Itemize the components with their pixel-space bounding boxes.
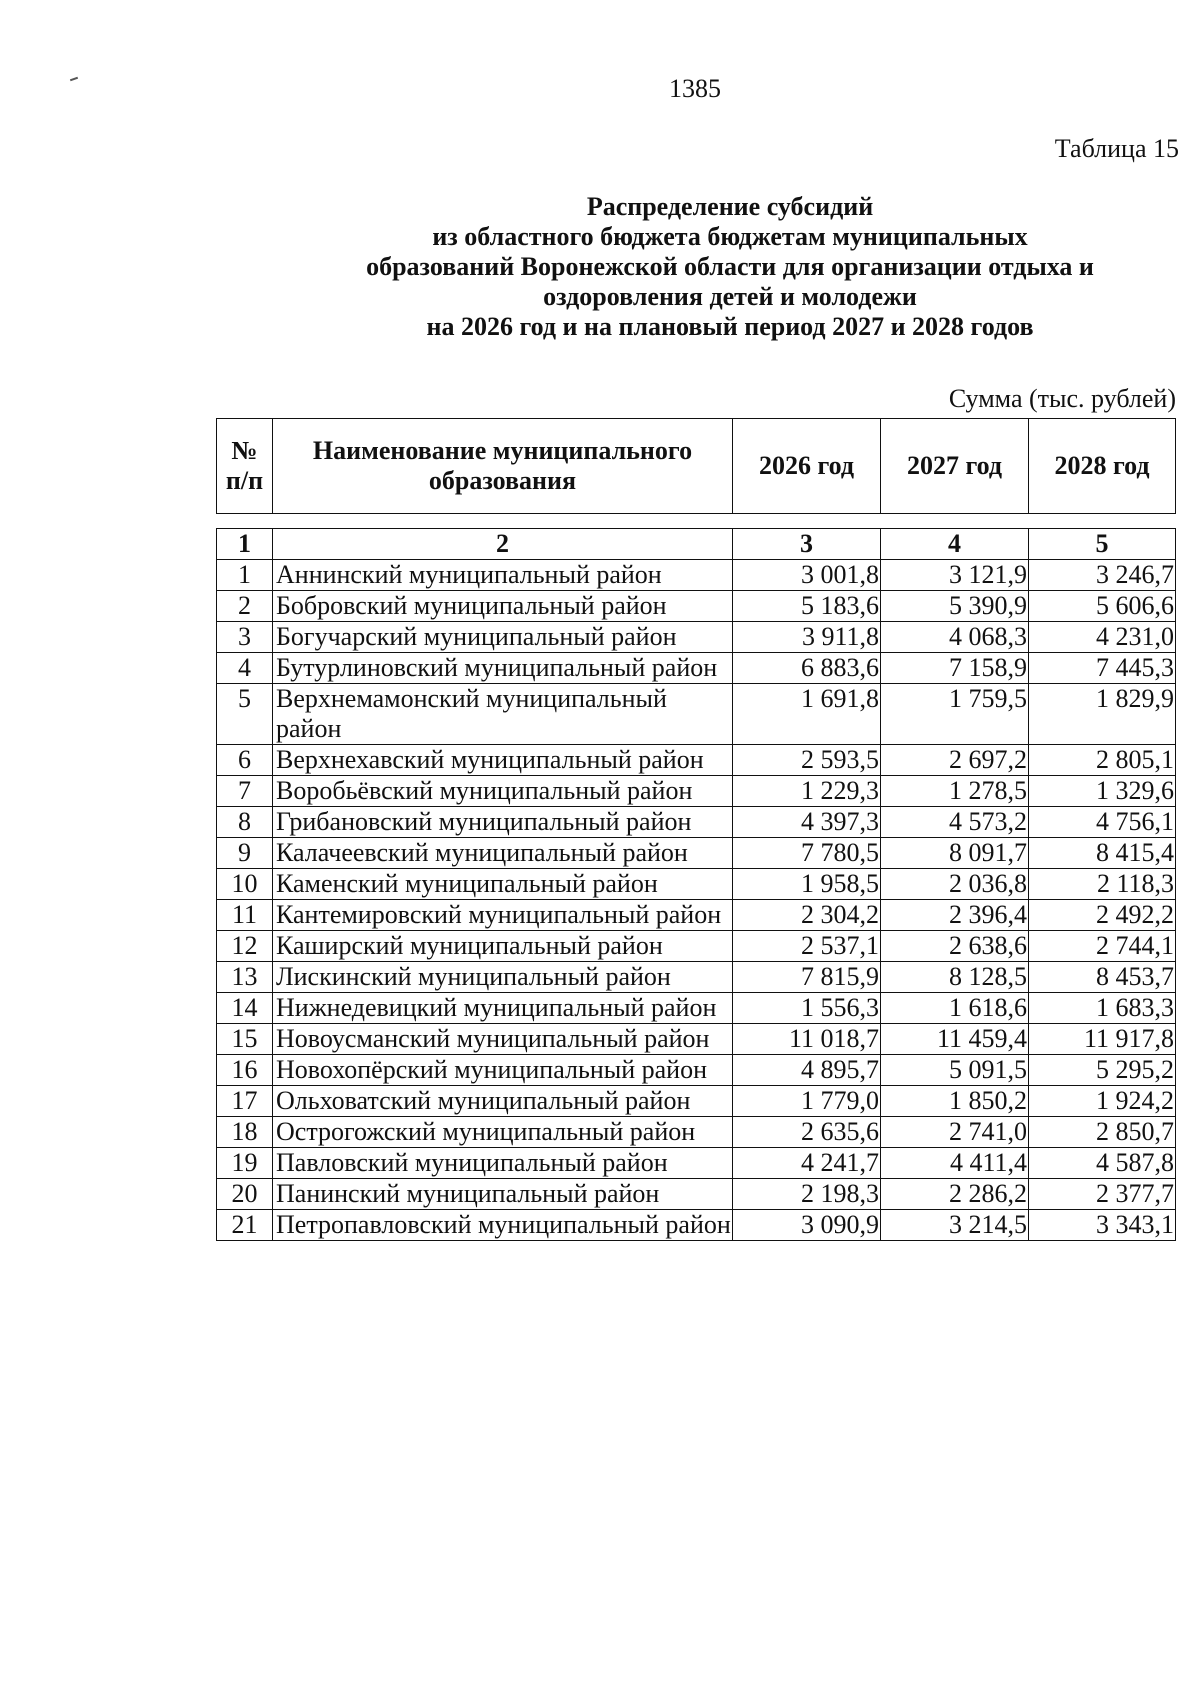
table-row — [217, 993, 1176, 1024]
row-number: 19 — [217, 1148, 273, 1179]
row-number: 5 — [217, 684, 273, 745]
row-number: 14 — [217, 993, 273, 1024]
value-2028: 1 683,3 — [1029, 993, 1176, 1024]
value-2028: 2 850,7 — [1029, 1117, 1176, 1148]
municipality-name: Каменский муниципальный район — [273, 869, 733, 900]
units-label: Сумма (тыс. рублей) — [948, 384, 1176, 413]
header-number-line1: № — [231, 436, 258, 465]
table-row — [217, 962, 1176, 993]
value-2028: 4 231,0 — [1029, 622, 1176, 653]
municipality-name: Кантемировский муниципальный район — [273, 900, 733, 931]
value-2026: 4 241,7 — [733, 1148, 881, 1179]
row-number: 15 — [217, 1024, 273, 1055]
header-name — [273, 419, 733, 514]
subsidy-table — [216, 528, 1176, 1241]
row-number: 21 — [217, 1210, 273, 1241]
table-row — [217, 1148, 1176, 1179]
value-2028: 7 445,3 — [1029, 653, 1176, 684]
value-2028: 11 917,8 — [1029, 1024, 1176, 1055]
value-2028: 8 415,4 — [1029, 838, 1176, 869]
value-2028: 4 587,8 — [1029, 1148, 1176, 1179]
column-number: 3 — [733, 529, 881, 560]
row-number: 8 — [217, 807, 273, 838]
municipality-name: Петропавловский муниципальный район — [273, 1210, 733, 1241]
table-header — [216, 418, 1176, 514]
row-number: 6 — [217, 745, 273, 776]
header-name-line1: Наименование муниципального — [312, 436, 693, 465]
value-2028: 5 606,6 — [1029, 591, 1176, 622]
municipality-name: Калачеевский муниципальный район — [273, 838, 733, 869]
value-2026: 2 635,6 — [733, 1117, 881, 1148]
title-line: из областного бюджета бюджетам муниципальных — [432, 222, 1028, 251]
municipality-name: Новоусманский муниципальный район — [273, 1024, 733, 1055]
row-number: 16 — [217, 1055, 273, 1086]
row-number: 10 — [217, 869, 273, 900]
table-row — [217, 1210, 1176, 1241]
row-number: 2 — [217, 591, 273, 622]
row-number: 4 — [217, 653, 273, 684]
value-2028: 3 343,1 — [1029, 1210, 1176, 1241]
column-number: 2 — [273, 529, 733, 560]
value-2027: 2 697,2 — [881, 745, 1029, 776]
value-2026: 4 397,3 — [733, 807, 881, 838]
value-2026: 2 593,5 — [733, 745, 881, 776]
value-2026: 1 691,8 — [733, 684, 881, 745]
value-2027: 1 618,6 — [881, 993, 1029, 1024]
value-2027: 2 396,4 — [881, 900, 1029, 931]
table-row — [217, 1179, 1176, 1210]
header-2026: 2026 год — [733, 419, 881, 514]
value-2026: 7 815,9 — [733, 962, 881, 993]
title-line: на 2026 год и на плановый период 2027 и 2028 годов — [426, 312, 1034, 341]
value-2027: 1 278,5 — [881, 776, 1029, 807]
table-row — [217, 869, 1176, 900]
value-2026: 2 537,1 — [733, 931, 881, 962]
row-number: 7 — [217, 776, 273, 807]
row-number: 9 — [217, 838, 273, 869]
row-number: 20 — [217, 1179, 273, 1210]
municipality-name: Аннинский муниципальный район — [273, 560, 733, 591]
municipality-name: Ольховатский муниципальный район — [273, 1086, 733, 1117]
table-row — [217, 776, 1176, 807]
value-2026: 3 911,8 — [733, 622, 881, 653]
row-number: 3 — [217, 622, 273, 653]
municipality-name: Павловский муниципальный район — [273, 1148, 733, 1179]
municipality-name: Воробьёвский муниципальный район — [273, 776, 733, 807]
value-2026: 2 304,2 — [733, 900, 881, 931]
table-row — [217, 1024, 1176, 1055]
value-2026: 1 229,3 — [733, 776, 881, 807]
value-2027: 4 573,2 — [881, 807, 1029, 838]
value-2028: 1 329,6 — [1029, 776, 1176, 807]
value-2028: 8 453,7 — [1029, 962, 1176, 993]
value-2026: 1 556,3 — [733, 993, 881, 1024]
value-2026: 3 090,9 — [733, 1210, 881, 1241]
value-2028: 2 744,1 — [1029, 931, 1176, 962]
row-number: 1 — [217, 560, 273, 591]
value-2027: 2 036,8 — [881, 869, 1029, 900]
table-row — [217, 622, 1176, 653]
value-2028: 2 118,3 — [1029, 869, 1176, 900]
column-numbers-row — [217, 529, 1176, 560]
table-row — [217, 1055, 1176, 1086]
value-2026: 5 183,6 — [733, 591, 881, 622]
municipality-name: Лискинский муниципальный район — [273, 962, 733, 993]
table-row — [217, 1086, 1176, 1117]
value-2028: 1 924,2 — [1029, 1086, 1176, 1117]
municipality-name: Бобровский муниципальный район — [273, 591, 733, 622]
municipality-name: Верхнехавский муниципальный район — [273, 745, 733, 776]
value-2027: 1 850,2 — [881, 1086, 1029, 1117]
row-number: 13 — [217, 962, 273, 993]
value-2028: 3 246,7 — [1029, 560, 1176, 591]
table-row — [217, 807, 1176, 838]
value-2027: 4 411,4 — [881, 1148, 1029, 1179]
table-row — [217, 1117, 1176, 1148]
table-row — [217, 653, 1176, 684]
value-2027: 8 091,7 — [881, 838, 1029, 869]
table-row — [217, 900, 1176, 931]
header-2027: 2027 год — [881, 419, 1029, 514]
page-number: 1385 — [669, 74, 721, 103]
value-2027: 8 128,5 — [881, 962, 1029, 993]
value-2027: 3 121,9 — [881, 560, 1029, 591]
column-number: 4 — [881, 529, 1029, 560]
value-2026: 7 780,5 — [733, 838, 881, 869]
column-number: 5 — [1029, 529, 1176, 560]
value-2028: 2 805,1 — [1029, 745, 1176, 776]
header-name-line2: образования — [428, 466, 577, 495]
value-2026: 1 779,0 — [733, 1086, 881, 1117]
header-2028: 2028 год — [1029, 419, 1176, 514]
value-2026: 4 895,7 — [733, 1055, 881, 1086]
value-2027: 5 390,9 — [881, 591, 1029, 622]
value-2027: 7 158,9 — [881, 653, 1029, 684]
value-2027: 11 459,4 — [881, 1024, 1029, 1055]
document-title — [235, 192, 1200, 342]
table-row — [217, 560, 1176, 591]
value-2026: 1 958,5 — [733, 869, 881, 900]
value-2026: 3 001,8 — [733, 560, 881, 591]
municipality-name: Нижнедевицкий муниципальный район — [273, 993, 733, 1024]
value-2027: 4 068,3 — [881, 622, 1029, 653]
table-row — [217, 591, 1176, 622]
table-row — [217, 684, 1176, 745]
value-2028: 4 756,1 — [1029, 807, 1176, 838]
title-line: оздоровления детей и молодежи — [543, 282, 917, 311]
value-2027: 2 638,6 — [881, 931, 1029, 962]
value-2027: 2 286,2 — [881, 1179, 1029, 1210]
municipality-name: Каширский муниципальный район — [273, 931, 733, 962]
table-row — [217, 838, 1176, 869]
column-number: 1 — [217, 529, 273, 560]
value-2026: 11 018,7 — [733, 1024, 881, 1055]
value-2027: 5 091,5 — [881, 1055, 1029, 1086]
value-2028: 2 377,7 — [1029, 1179, 1176, 1210]
value-2026: 2 198,3 — [733, 1179, 881, 1210]
title-line: образований Воронежской области для организации отдыха и — [366, 252, 1094, 281]
row-number: 17 — [217, 1086, 273, 1117]
municipality-name: Верхнемамонский муниципальный район — [273, 684, 733, 745]
municipality-name: Панинский муниципальный район — [273, 1179, 733, 1210]
value-2027: 1 759,5 — [881, 684, 1029, 745]
header-number — [217, 419, 273, 514]
table-row — [217, 931, 1176, 962]
value-2028: 1 829,9 — [1029, 684, 1176, 745]
municipality-name: Богучарский муниципальный район — [273, 622, 733, 653]
title-line: Распределение субсидий — [586, 192, 874, 221]
value-2028: 2 492,2 — [1029, 900, 1176, 931]
row-number: 11 — [217, 900, 273, 931]
row-number: 18 — [217, 1117, 273, 1148]
municipality-name: Бутурлиновский муниципальный район — [273, 653, 733, 684]
value-2028: 5 295,2 — [1029, 1055, 1176, 1086]
municipality-name: Новохопёрский муниципальный район — [273, 1055, 733, 1086]
value-2027: 2 741,0 — [881, 1117, 1029, 1148]
municipality-name: Острогожский муниципальный район — [273, 1117, 733, 1148]
value-2027: 3 214,5 — [881, 1210, 1029, 1241]
value-2026: 6 883,6 — [733, 653, 881, 684]
row-number: 12 — [217, 931, 273, 962]
municipality-name: Грибановский муниципальный район — [273, 807, 733, 838]
header-number-line2: п/п — [225, 466, 264, 495]
table-row — [217, 745, 1176, 776]
table-label: Таблица 15 — [1054, 134, 1179, 163]
